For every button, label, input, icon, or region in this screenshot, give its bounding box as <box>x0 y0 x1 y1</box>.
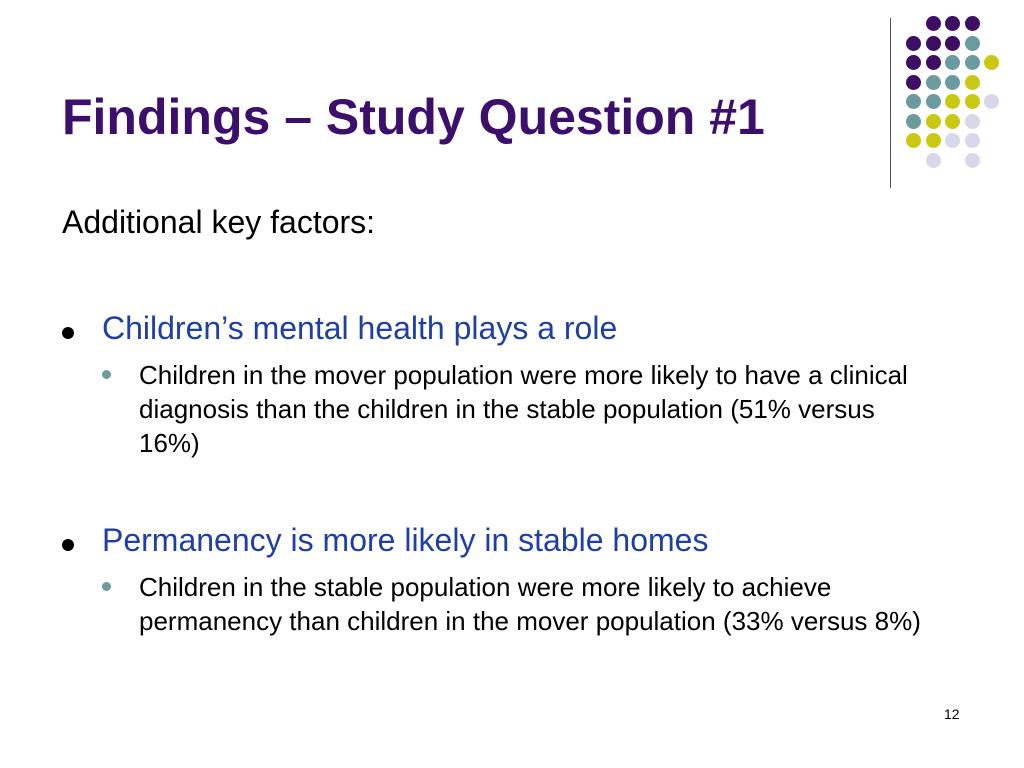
decorative-dot <box>965 75 980 90</box>
decorative-dot <box>926 94 941 109</box>
decorative-dot <box>906 114 921 129</box>
decorative-dot <box>906 75 921 90</box>
decorative-dot <box>945 75 960 90</box>
decorative-dot <box>906 55 921 70</box>
sub-bullet-dot-icon <box>102 582 111 591</box>
decorative-dot <box>945 133 960 148</box>
slide-title: Findings – Study Question #1 <box>62 89 765 145</box>
bullet-text: Permanency is more likely in stable homes <box>102 522 709 558</box>
decorative-dot <box>945 36 960 51</box>
decorative-dot <box>965 16 980 31</box>
divider-line <box>890 18 891 188</box>
decorative-dot <box>926 36 941 51</box>
decorative-dot <box>945 114 960 129</box>
decorative-dot <box>906 94 921 109</box>
page-number: 12 <box>944 706 960 722</box>
subtitle: Additional key factors: <box>62 204 376 240</box>
decorative-dot <box>965 133 980 148</box>
decorative-dot <box>984 55 999 70</box>
decorative-dot <box>926 55 941 70</box>
bullet-text: Children’s mental health plays a role <box>102 310 618 346</box>
sub-bullet-dot-icon <box>102 370 111 379</box>
decorative-dot <box>926 75 941 90</box>
decorative-dot <box>926 133 941 148</box>
decorative-dot <box>984 94 999 109</box>
decorative-dot <box>945 55 960 70</box>
decorative-dot <box>965 36 980 51</box>
decorative-dot <box>965 94 980 109</box>
sub-bullet-text: Children in the mover population were more likely to have a clinical diagnosis than the children in the stable population (51% versus 16%) <box>139 360 908 458</box>
bullet-dot-icon <box>62 539 74 551</box>
decorative-dot <box>965 55 980 70</box>
decorative-dot <box>906 36 921 51</box>
decorative-dot <box>965 114 980 129</box>
decorative-dot <box>906 133 921 148</box>
decorative-dot <box>965 153 980 168</box>
sub-bullet-text: Children in the stable population were more likely to achieve permanency than children in the mover population (33% versus 8%) <box>139 572 921 636</box>
decorative-dot <box>926 153 941 168</box>
decorative-dot <box>926 16 941 31</box>
decorative-dot <box>945 16 960 31</box>
bullet-dot-icon <box>62 327 74 339</box>
decorative-dot <box>945 94 960 109</box>
decorative-dot <box>926 114 941 129</box>
